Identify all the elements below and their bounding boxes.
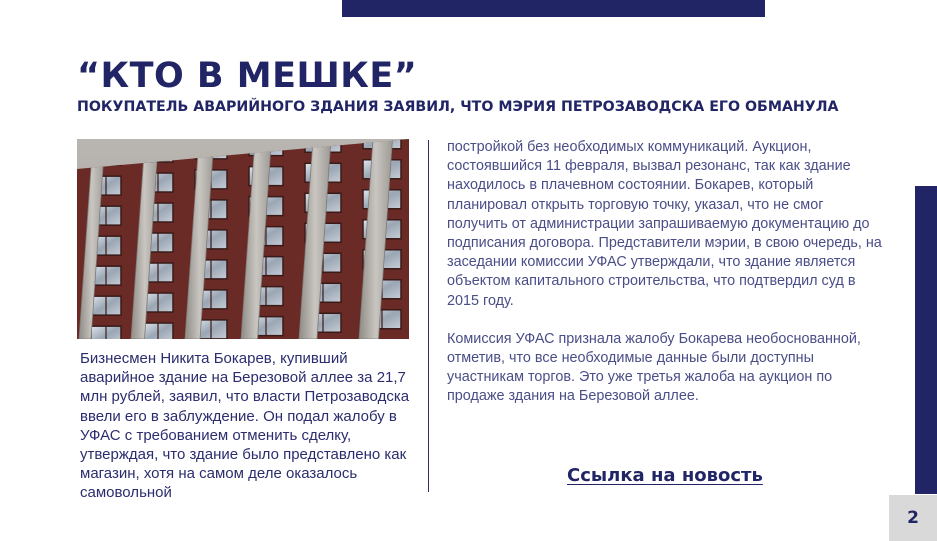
building-photo [77, 139, 409, 339]
column-divider [428, 140, 429, 492]
article-text-right [447, 138, 882, 407]
left-paragraph: Бизнесмен Никита Бокарев, купивший аварийное здание на Березовой аллее за 21,7 млн рублей, заявил, что власти Петрозаводска ввели его в заблуждение. Он подал жалобу в УФАС с требованием отменить сделку, утверждая, что здание было представлено как магазин, хотя на самом деле оказалось самовольной [80, 350, 410, 502]
right-paragraph-1: постройкой без необходимых коммуникаций. Аукцион, состоявшийся 11 февраля, вызвал резонанс, так как здание находилось в плачевном состоянии. Бокарев, который планировал открыть торговую точку, указал, что не смог получить от администрации запрашиваемую документацию до подписания договора. Представители мэрии, в свою очередь, на заседании комиссии УФАС утверждали, что здание является объектом капитального строительства, что подтвердил суд в 2015 году. [447, 139, 882, 309]
article-text-left [80, 349, 410, 503]
slide-subtitle: ПОКУПАТЕЛЬ АВАРИЙНОГО ЗДАНИЯ ЗАЯВИЛ, ЧТО МЭРИЯ ПЕТРОЗАВОДСКА ЕГО ОБМАНУЛА [77, 99, 839, 115]
top-accent-bar [342, 0, 765, 17]
building-photo-illustration [77, 139, 409, 339]
page-number: 2 [889, 495, 937, 541]
right-accent-bar [915, 186, 937, 494]
news-link[interactable]: Ссылка на новость [567, 465, 763, 486]
right-paragraph-2: Комиссия УФАС признала жалобу Бокарева необоснованной, отметив, что все необходимые данные были доступны участникам торгов. Это уже третья жалоба на аукцион по продаже здания на Березовой аллее. [447, 330, 861, 405]
slide-title: “КТО В МЕШКЕ” [77, 56, 418, 96]
